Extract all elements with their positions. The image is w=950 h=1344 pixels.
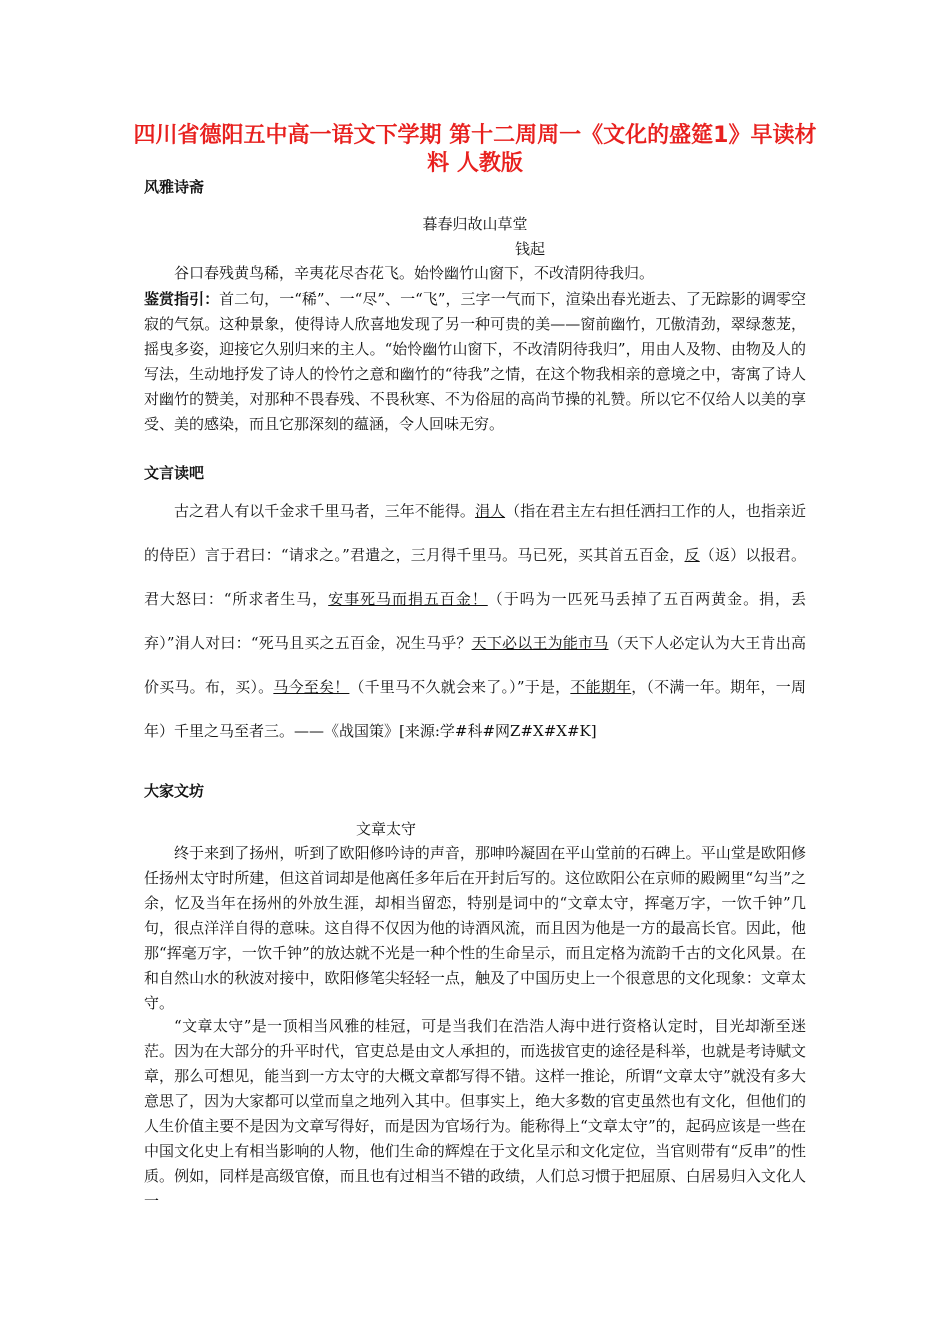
annotated-phrase: 马今至矣！ [273, 678, 350, 696]
section-heading-essay: 大家文坊 [144, 782, 205, 800]
classical-text: ，（不满一年。期年，一周年）千里之马至者三。——《战国策》[来源:学#科#网Z#X#X#K] [144, 678, 806, 740]
annotated-phrase: 涓人 [474, 502, 506, 520]
appreciation-text: 首二句，一“稀”、一“尽”、一“飞”，三字一气而下，渲染出春光逝去、了无踪影的调零空寂的气氛。这种景象，使得诗人欣喜地发现了另一种可贵的美——窗前幽竹，兀傲清劲，翠绿葱茏，摇曳多姿，迎接它久别归来的主人。“始怜幽竹山窗下，不改清阴待我归”，用由人及物、由物及人的写法，生动地抒发了诗人的怜竹之意和幽竹的“待我”之情，在这个物我相亲的意境之中，寄寓了诗人对幽竹的赞美，对那种不畏春残、不畏秋寒、不为俗屈的高尚节操的礼赞。所以它不仅给人以美的享受、美的感染，而且它那深刻的蕴涵，令人回味无穷。 [144, 290, 806, 433]
essay-paragraph-2: “文章太守”是一顶相当风雅的桂冠，可是当我们在浩浩人海中进行资格认定时，目光却渐至迷茫。因为在大部分的升平时代，官吏总是由文人承担的，而选拔官吏的途径是科举，也就是考诗赋文章，那么可想见，能当到一方太守的大概文章都写得不错。这样一推论，所谓“文章太守”就没有多大意思了，因为大家都可以堂而皇之地列入其中。但事实上，绝大多数的官吏虽然也有文化，但他们的人生价值主要不是因为文章写得好，而是因为官场行为。能称得上“文章太守”的，起码应该是一些在中国文化史上有相当影响的人物，他们生命的辉煌在于文化呈示和文化定位，当官则带有“反串”的性质。例如，同样是高级官僚，而且也有过相当不错的政绩，人们总习惯于把屈原、白居易归入文化人一 [144, 1017, 806, 1210]
essay-paragraph-1: 终于来到了扬州，听到了欧阳修吟诗的声音，那呻吟凝固在平山堂前的石碑上。平山堂是欧阳修任扬州太守时所建，但这首词却是他离任多年后在开封后写的。这位欧阳公在京师的殿阙里“勾当”之余，忆及当年在扬州的外放生涯，却相当留恋，特别是词中的“文章太守，挥毫万字，一饮千钟”几句，很点洋洋自得的意味。这自得不仅因为他的诗酒风流，而且因为他是一方的最高长官。因此，他那“挥毫万字，一饮千钟”的放达就不光是一种个性的生命呈示，而且定格为流韵千古的文化风景。在和自然山水的秋波对接中，欧阳修笔尖轻轻一点，触及了中国历史上一个很意思的文化现象：文章太守。 [144, 844, 806, 1012]
annotated-phrase: 反 [684, 546, 700, 564]
classical-text-paragraph [144, 489, 806, 753]
appreciation-label: 鉴赏指引： [144, 290, 220, 308]
essay-title: 文章太守 [355, 820, 416, 838]
appreciation-paragraph [144, 287, 806, 437]
poem-text: 谷口春残黄鸟稀，辛夷花尽杏花飞。始怜幽竹山窗下，不改清阴待我归。 [174, 264, 655, 282]
classical-text: （千里马不久就会来了。）”于是， [349, 678, 571, 696]
section-heading-classical: 文言读吧 [144, 464, 205, 482]
poem-author: 钱起 [514, 240, 545, 258]
classical-text: （返）以报君。君大怒曰：“所求者生马， [144, 546, 806, 608]
annotated-phrase: 安事死马而捐五百金！ [328, 590, 488, 608]
annotated-phrase: 不能期年 [570, 678, 632, 696]
annotated-phrase: 天下必以王为能市马 [471, 634, 609, 652]
classical-text: （指在君主左右担任洒扫工作的人，也指亲近的侍臣）言于君曰：“请求之。”君遣之，三月得千里马。马已死，买其首五百金， [144, 502, 806, 564]
classical-text: （于吗为一匹死马丢掉了五百两黄金。捐，丢弃）”涓人对曰：“死马且买之五百金，况生马乎？ [144, 590, 806, 652]
document-title: 四川省德阳五中高一语文下学期 第十二周周一《文化的盛筵1》早读材料 人教版 [133, 123, 817, 176]
classical-text: 古之君人有以千金求千里马者，三年不能得。 [174, 502, 475, 520]
classical-text: （天下人必定认为大王肯出高价买马。布，买）。 [144, 634, 806, 696]
poem-title: 暮春归故山草堂 [422, 215, 528, 233]
section-heading-poetry: 风雅诗斋 [144, 178, 205, 196]
